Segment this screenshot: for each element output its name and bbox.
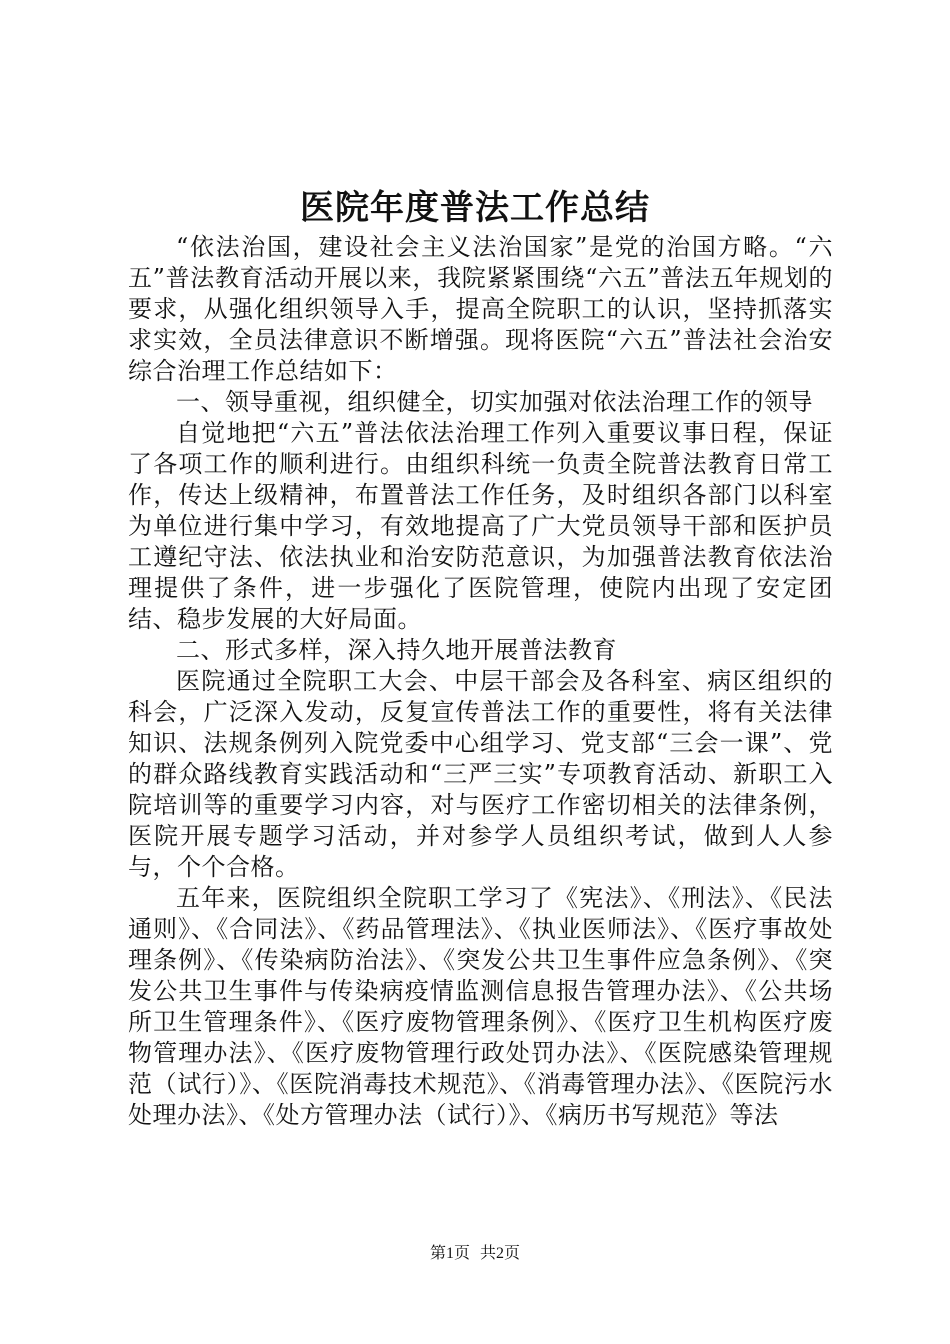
paragraph-laws-list: 五年来，医院组织全院职工学习了《宪法》、《刑法》、《民法通则》、《合同法》、《药品管理法》、《执业医师法》、《医疗事故处理条例》、《传染病防治法》、《突发公共卫生事件应急条例》、《突发公共卫生事件与传染病疫情监测信息报告管理办法》、《公共场所卫生管理条件》、《医疗废物管理条例》、《医疗卫生机构医疗废物管理办法》、《医疗废物管理行政处罚办法》、《医院感染管理规范（试行）》、《医院消毒技术规范》、《消毒管理办法》、《医院污水处理办法》、《处方管理办法（试行）》、《病历书写规范》等法 [128, 884, 833, 1129]
section-heading-2: 二、形式多样，深入持久地开展普法教育 [176, 636, 617, 664]
document-body [128, 232, 833, 1131]
paragraph-section-2: 医院通过全院职工大会、中层干部会及各科室、病区组织的科会，广泛深入发动，反复宣传普法工作的重要性，将有关法律知识、法规条例列入院党委中心组学习、党支部“三会一课”、党的群众路线教育实践活动和“三严三实”专项教育活动、新职工入院培训等的重要学习内容，对与医疗工作密切相关的法律条例，医院开展专题学习活动，并对参学人员组织考试，做到人人参与，个个合格。 [128, 667, 833, 881]
page-number: 第1页 [429, 1245, 470, 1262]
paragraph-intro: “依法治国，建设社会主义法治国家”是党的治国方略。“六五”普法教育活动开展以来，我院紧紧围绕“六五”普法五年规划的要求，从强化组织领导入手，提高全院职工的认识，坚持抓落实求实效，全员法律意识不断增强。现将医院“六五”普法社会治安综合治理工作总结如下： [128, 233, 833, 385]
document-title: 医院年度普法工作总结 [300, 188, 650, 228]
page-footer [0, 1244, 950, 1264]
section-heading-1: 一、领导重视，组织健全，切实加强对依法治理工作的领导 [176, 388, 813, 416]
paragraph-section-1: 自觉地把“六五”普法依法治理工作列入重要议事日程，保证了各项工作的顺利进行。由组织科统一负责全院普法教育日常工作，传达上级精神，布置普法工作任务，及时组织各部门以科室为单位进行集中学习，有效地提高了广大党员领导干部和医护员工遵纪守法、依法执业和治安防范意识，为加强普法教育依法治理提供了条件，进一步强化了医院管理，使院内出现了安定团结、稳步发展的大好局面。 [128, 419, 833, 633]
page-total: 共2页 [480, 1245, 521, 1262]
